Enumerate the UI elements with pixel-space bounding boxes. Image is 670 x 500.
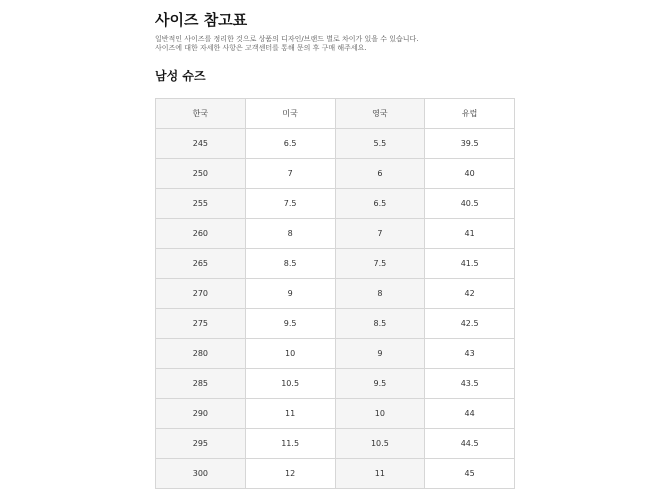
cell-us: 10 — [245, 339, 335, 369]
table-row — [156, 429, 515, 459]
cell-korea: 270 — [156, 279, 246, 309]
cell-uk: 6 — [335, 159, 425, 189]
cell-korea: 245 — [156, 129, 246, 159]
cell-eu: 45 — [425, 459, 515, 489]
size-table — [155, 98, 515, 489]
cell-us: 7 — [245, 159, 335, 189]
cell-eu: 43 — [425, 339, 515, 369]
header-uk: 영국 — [335, 99, 425, 129]
cell-eu: 44.5 — [425, 429, 515, 459]
cell-uk: 10.5 — [335, 429, 425, 459]
cell-uk: 7 — [335, 219, 425, 249]
cell-uk: 9.5 — [335, 369, 425, 399]
cell-korea: 255 — [156, 189, 246, 219]
cell-korea: 300 — [156, 459, 246, 489]
header-us: 미국 — [245, 99, 335, 129]
cell-eu: 40.5 — [425, 189, 515, 219]
cell-uk: 9 — [335, 339, 425, 369]
table-row — [156, 399, 515, 429]
cell-us: 8 — [245, 219, 335, 249]
cell-eu: 43.5 — [425, 369, 515, 399]
header-eu: 유럽 — [425, 99, 515, 129]
cell-uk: 10 — [335, 399, 425, 429]
cell-uk: 8.5 — [335, 309, 425, 339]
table-row — [156, 189, 515, 219]
cell-uk: 7.5 — [335, 249, 425, 279]
cell-eu: 39.5 — [425, 129, 515, 159]
cell-uk: 6.5 — [335, 189, 425, 219]
cell-us: 8.5 — [245, 249, 335, 279]
size-guide-description — [155, 35, 419, 53]
cell-us: 9 — [245, 279, 335, 309]
table-header-row — [156, 99, 515, 129]
cell-us: 12 — [245, 459, 335, 489]
table-row — [156, 339, 515, 369]
cell-eu: 42 — [425, 279, 515, 309]
cell-korea: 295 — [156, 429, 246, 459]
page-title: 사이즈 참고표 — [155, 11, 248, 29]
cell-korea: 285 — [156, 369, 246, 399]
cell-eu: 42.5 — [425, 309, 515, 339]
cell-korea: 260 — [156, 219, 246, 249]
cell-us: 11.5 — [245, 429, 335, 459]
cell-us: 10.5 — [245, 369, 335, 399]
cell-uk: 8 — [335, 279, 425, 309]
cell-us: 9.5 — [245, 309, 335, 339]
cell-korea: 280 — [156, 339, 246, 369]
header-korea: 한국 — [156, 99, 246, 129]
size-table-body — [156, 129, 515, 489]
table-row — [156, 309, 515, 339]
description-line: 사이즈에 대한 자세한 사항은 고객센터를 통해 문의 후 구매 해주세요. — [155, 44, 367, 52]
cell-us: 7.5 — [245, 189, 335, 219]
table-row — [156, 279, 515, 309]
cell-eu: 40 — [425, 159, 515, 189]
cell-korea: 250 — [156, 159, 246, 189]
table-row — [156, 129, 515, 159]
cell-uk: 5.5 — [335, 129, 425, 159]
table-row — [156, 249, 515, 279]
cell-eu: 41 — [425, 219, 515, 249]
cell-uk: 11 — [335, 459, 425, 489]
table-row — [156, 459, 515, 489]
table-row — [156, 219, 515, 249]
description-line: 일반적인 사이즈를 정리한 것으로 상품의 디자인/브랜드 별로 차이가 있을 수 있습니다. — [155, 35, 419, 43]
cell-us: 11 — [245, 399, 335, 429]
cell-korea: 265 — [156, 249, 246, 279]
cell-eu: 41.5 — [425, 249, 515, 279]
cell-korea: 275 — [156, 309, 246, 339]
cell-korea: 290 — [156, 399, 246, 429]
table-row — [156, 159, 515, 189]
cell-eu: 44 — [425, 399, 515, 429]
cell-us: 6.5 — [245, 129, 335, 159]
section-title: 남성 슈즈 — [155, 69, 206, 83]
table-row — [156, 369, 515, 399]
